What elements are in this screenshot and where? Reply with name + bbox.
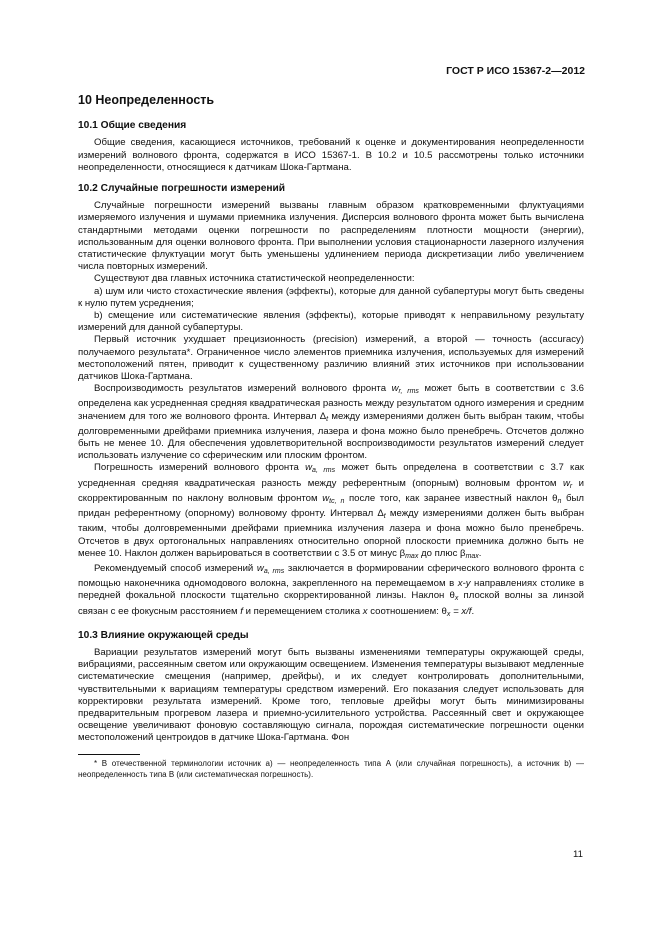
page-content: [78, 88, 584, 780]
paragraph: Существуют два главных источника статистической неопределенности:: [94, 273, 415, 285]
footnote-divider: [78, 754, 140, 755]
page-number: 11: [573, 849, 583, 860]
paragraph: Первый источник ухудшает прецизионность (precision) измерений, а второй — точность (accuracy) получаемого результата*. Ограниченное число элементов приемника излучения, используемых для измерений местоположений пятен, приводит к существенному различию влияний этих источников при использовании датчиков Шока-Гартмана.: [78, 334, 584, 383]
paragraph: Общие сведения, касающиеся источников, требований к оценке и документирования неопределенности измерений волнового фронта, содержатся в ИСО 15367-1. В 10.2 и 10.5 рассмотрены только источники неопределенности, относящиеся к датчикам Шока-Гартмана.: [78, 137, 584, 173]
paragraph-reproducibility: Воспроизводимость результатов измерений волнового фронта $w_{r, rms}$ может быть в соответствии с 3.6 определена как усредненная средняя квадратическая разность между результатом одного измерения и средним значением для того же волнового фронта. Интервал $\Delta_t$ между измерениями должен быть выбран таким, чтобы долговременными дрейфами приемника излучения, лазера и фона можно было пренебречь. Отсчетов должно быть не менее 10. Для обеспечения удовлетворительной воспроизводимости результатов измерений следует использовать излучение со сферическим или плоским фронтом.: [78, 383, 585, 462]
standard-designation: ГОСТ Р ИСО 15367-2—2012: [446, 65, 585, 77]
paragraph-accuracy: Погрешность измерений волнового фронта $w_{a, rms}$ может быть определена в соответствии с 3.7 как усредненная средняя квадратическая разность между референтным (опорным) волновым фронтом $w_r$ и скорректированным по наклону волновым фронтом $w_{tc, n}$ после того, как заранее известный наклон $\theta_n$ был придан референтному (опорному) волновому фронту. Интервал $\Delta_t$ между измерениями должен быть выбран таким, чтобы долговременными дрейфами приемника излучения лазера и фона можно было пренебречь. Отсчетов в двух ортогональных направлениях относительно опорной плоскости приемника должно быть не менее 10. Наклон должен варьироваться в соответствии с 3.5 от минус $\beta_{max}$ до плюс $\beta_{max}$.: [78, 462, 585, 560]
paragraph: Случайные погрешности измерений вызваны главным образом кратковременными флуктуациями измеряемого излучения и шумами приемника излучения. Дисперсия волнового фронта может быть вычислена стандартными методами оценки погрешности по распределениям плотности мощности (энергии), использованным для оценки волнового фронта. При выполнении условия стационарности лазерного излучения статистические флуктуации могут быть уменьшены удлинением периода дискретизации либо увеличением числа повторных измерений.: [78, 200, 584, 273]
subsection-title-10-1: 10.1 Общие сведения: [78, 120, 187, 132]
subsection-title-10-3: 10.3 Влияние окружающей среды: [78, 629, 249, 641]
subsection-title-10-2: 10.2 Случайные погрешности измерений: [78, 183, 286, 195]
paragraph: Вариации результатов измерений могут быть вызваны изменениями температуры окружающей среды, вибрациями, рассеянным светом или окружающим освещением. Изменения температуры вызывают медленные систематические смещения (например, дрейфы), и их следует контролировать дополнительными, чувствительными к вариациям температуры средством измерений. Его показания следует использовать для корректировки результата измерений. Кроме того, тепловые дрейфы могут быть минимизированы предварительным прогревом лазера и приемно-усилительного устройства. Рассеянный свет и окружающее освещение увеличивают фоновую составляющую сигнала, порождая систематические погрешности оценки местоположений центроидов в датчике Шока-Гартмана. Фон: [78, 646, 584, 744]
footnote: * В отечественной терминологии источник a) — неопределенность типа А (или случайная погрешность), а источник b) — неопределенность типа В (или систематическая погрешность).: [78, 758, 584, 779]
list-item-a: a) шум или чисто стохастические явления (эффекты), которые для данной субапертуры могут быть сведены к нулю путем усреднения;: [78, 285, 584, 309]
list-item-b: b) смещение или систематические явления (эффекты), которые приводят к неправильному результату измерений для данной субапертуры.: [78, 310, 584, 334]
section-title: 10 Неопределенность: [78, 93, 215, 107]
paragraph-method: Рекомендуемый способ измерений $w_{a, rms}$ заключается в формировании сферического волнового фронта с помощью наконечника одномодового волокна, закрепленного на перемещаемом в x-y направлениях столике в передней фокальной плоскости тщательно скорректированной линзы. Наклон $\theta_x$ плоской волны за линзой связан с ее фокусным расстоянием f и перемещением столика x соотношением: $\theta_x = x/f$.: [78, 562, 585, 618]
